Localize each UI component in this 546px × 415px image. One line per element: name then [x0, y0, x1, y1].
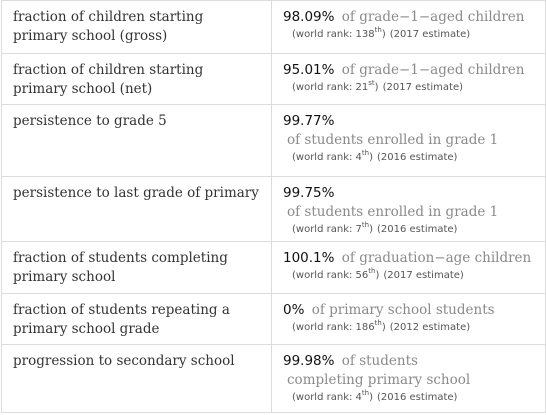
property-label: fraction of children starting primary school (net)	[13, 62, 204, 97]
table-row	[2, 1, 546, 54]
property-cell	[2, 54, 272, 105]
rank-note: (world rank: 4th) (2016 estimate)	[292, 389, 458, 403]
value-cell	[272, 177, 546, 242]
value-description: of students	[341, 353, 418, 369]
value-number: 99.98%	[283, 353, 335, 369]
estimate-year: (2017 estimate)	[383, 270, 464, 281]
table-row	[2, 345, 546, 413]
value-cell	[272, 294, 546, 345]
value-number: 95.01%	[283, 62, 335, 78]
estimate-year: (2017 estimate)	[382, 82, 464, 93]
table-row	[2, 54, 546, 105]
table-row	[2, 242, 546, 294]
property-label: fraction of students completing primary school	[13, 250, 228, 285]
rank-note: (world rank: 186th) (2012 estimate)	[292, 319, 471, 333]
value-number: 98.09%	[283, 9, 335, 25]
property-cell	[2, 345, 272, 413]
rank-note: (world rank: 7th) (2016 estimate)	[292, 221, 458, 235]
property-label: persistence to last grade of primary	[13, 185, 259, 201]
property-label: fraction of students repeating a primary school grade	[13, 302, 230, 337]
rank-note: (world rank: 21st) (2017 estimate)	[292, 79, 464, 93]
estimate-year: (2016 estimate)	[377, 224, 458, 235]
rank-note: (world rank: 4th) (2016 estimate)	[292, 149, 458, 163]
value-cell	[272, 54, 546, 105]
value-description: of grade−1−aged children	[341, 62, 525, 78]
estimate-year: (2016 estimate)	[377, 392, 458, 403]
rank-note: (world rank: 56th) (2017 estimate)	[292, 267, 464, 281]
value-cell	[272, 1, 546, 54]
value-number: 99.77%	[283, 113, 335, 129]
property-cell	[2, 177, 272, 242]
value-cell	[272, 242, 546, 294]
education-stats-table	[1, 0, 546, 413]
table-row	[2, 105, 546, 177]
estimate-year: (2016 estimate)	[377, 152, 458, 163]
property-label: persistence to grade 5	[13, 113, 167, 129]
rank-note: (world rank: 138th) (2017 estimate)	[292, 26, 471, 40]
estimate-year: (2012 estimate)	[389, 322, 471, 333]
value-description: of graduation−age children	[341, 250, 532, 266]
property-cell	[2, 242, 272, 294]
value-number: 99.75%	[283, 185, 335, 201]
value-cell	[272, 105, 546, 177]
property-cell	[2, 105, 272, 177]
property-label: progression to secondary school	[13, 353, 235, 369]
value-cell	[272, 345, 546, 413]
property-label: fraction of children starting primary school (gross)	[13, 9, 204, 44]
value-description: of primary school students	[311, 302, 495, 318]
estimate-year: (2017 estimate)	[389, 29, 471, 40]
value-description: of students enrolled in grade 1	[287, 204, 499, 220]
value-description: of grade−1−aged children	[341, 9, 525, 25]
property-cell	[2, 294, 272, 345]
value-description-cont: completing primary school	[287, 372, 471, 388]
value-description: of students enrolled in grade 1	[287, 132, 499, 148]
value-number: 0%	[283, 302, 305, 318]
table-row	[2, 177, 546, 242]
table-row	[2, 294, 546, 345]
value-number: 100.1%	[283, 250, 335, 266]
property-cell	[2, 1, 272, 54]
